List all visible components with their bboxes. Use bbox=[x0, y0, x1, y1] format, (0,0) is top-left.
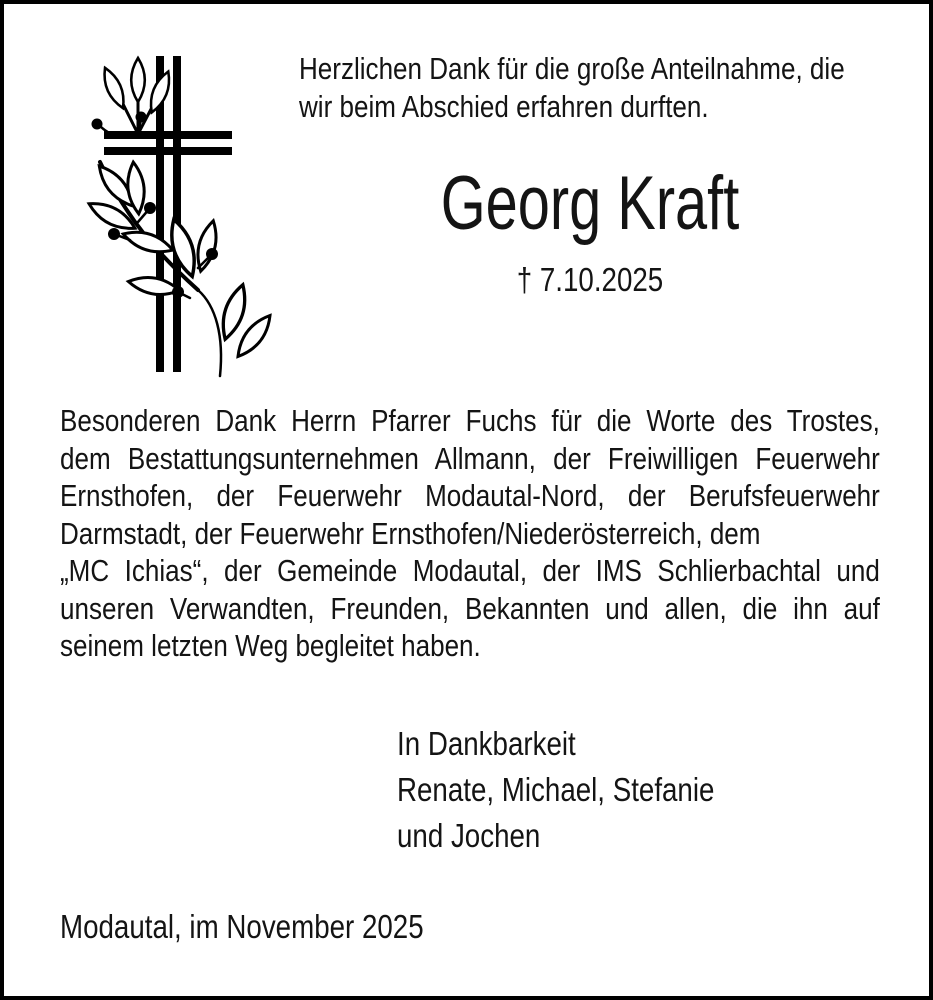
thanks-line: unseren Verwandten, Freunden, Bekannten und allen, die ihn auf bbox=[60, 590, 880, 626]
deceased-name: Georg Kraft bbox=[440, 161, 740, 246]
closing-line: Renate, Michael, Stefanie bbox=[397, 771, 715, 808]
thanks-line: seinem letzten Weg begleitet haben. bbox=[60, 628, 481, 663]
closing-line: und Jochen bbox=[397, 817, 541, 854]
thanks-line: Besonderen Dank Herrn Pfarrer Fuchs für die Worte des Trostes, bbox=[60, 403, 880, 438]
thanks-paragraph bbox=[60, 402, 880, 665]
thanks-line: Ernsthofen, der Feuerwehr Modautal-Nord, der Berufsfeuerwehr bbox=[60, 478, 880, 513]
thanks-line: „MC Ichias“, der Gemeinde Modautal, der IMS Schlierbachtal und bbox=[60, 553, 880, 588]
intro-text bbox=[299, 50, 845, 126]
cross-and-branch-illustration bbox=[86, 50, 276, 382]
place-date: Modautal, im November 2025 bbox=[60, 908, 424, 945]
thanks-line: dem Bestattungsunternehmen Allmann, der Freiwilligen Feuerwehr bbox=[60, 440, 880, 476]
intro-line: wir beim Abschied erfahren durften. bbox=[299, 89, 709, 124]
thanks-line: Darmstadt, der Feuerwehr Ernsthofen/Niederösterreich, dem bbox=[60, 515, 761, 551]
closing-block bbox=[397, 721, 714, 859]
intro-line: Herzlichen Dank für die große Anteilnahme, die bbox=[299, 51, 845, 86]
closing-line: In Dankbarkeit bbox=[397, 725, 576, 762]
death-date: † 7.10.2025 bbox=[516, 261, 664, 298]
